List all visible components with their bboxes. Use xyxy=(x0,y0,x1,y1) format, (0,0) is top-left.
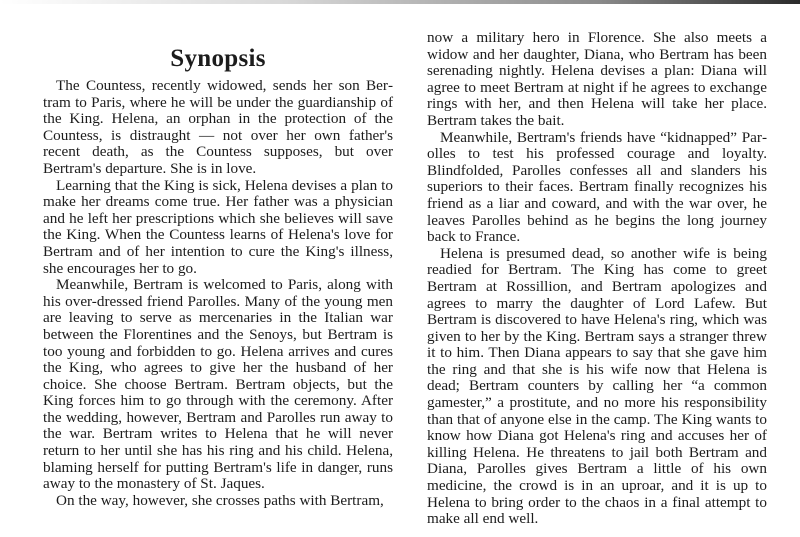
paragraph: Learning that the King is sick, Helena devises a plan to make her dreams come true. Her father was a physician and he left her prescriptions which she believes will save the King. When the Countess learns of Helena's love for Bertram and of her intention to cure the King's illness, she encourages her to go. xyxy=(43,176,393,277)
page-title: Synopsis xyxy=(170,45,266,72)
right-page xyxy=(427,30,767,528)
paragraph: On the way, however, she crosses paths with Bertram, xyxy=(56,491,384,509)
paragraph-continuation: now a military hero in Florence. She also meets a widow and her daughter, Diana, who Bertram has been serenading nightly. Helena devises a plan: Diana will agree to meet Bertram at night if he agrees to exchange rings with her, and then Helena will take her place. Bertram takes the bait. xyxy=(427,29,767,129)
paragraph: Meanwhile, Bertram is welcomed to Paris, along with his over-dressed friend Parolles. Many of the young men are leaving to serve as mercenaries in the Italian war between the Florentines and the Senoys, but Bertram is too young and forbidden to go. Helena arrives and cures the King, who agrees to give her the husband of her choice. She choose Bertram. Bertram objects, but the King forces him to go through with the ceremony. After the wedding, however, Bertram and Parolles run away to the war. Bertram writes to Helena that he will never return to her until she has his ring and his child. Helena, blaming herself for putting Bertram's life in danger, runs away to the monastery of St. Jaques. xyxy=(43,276,393,493)
paragraph: The Countess, recently widowed, sends her son Bertram to Paris, where he will be under the guardianship of the King. Helena, an orphan in the protection of the Countess, is distraught — not over her own father's recent death, as the Countess supposes, but over Bertram's departure. She is in love. xyxy=(43,77,393,177)
paragraph: Helena is presumed dead, so another wife is being readied for Bertram. The King has come to greet Bertram at Rossillion, and Bertram apologizes and agrees to marry the daughter of Lord Lafew. But Bertram is discovered to have Helena's ring, which was given to her by the King. Bertram says a stranger threw it to him. Then Diana appears to say that she gave him the ring and that she is his wife now that Helena is dead; Bertram counters by calling her “a common gamester,” a prostitute, and no more his responsibility than that of anyone else in the camp. The King wants to know how Diana got Helena's ring and accuses her of killing Helena. He threatens to jail both Bertram and Diana, Parolles gives Bertram a little of his own medicine, the crowd is in an uproar, and it is up to Helena to bring order to the chaos in a final attempt to make all end well. xyxy=(427,244,767,528)
paragraph: Meanwhile, Bertram's friends have “kidnapped” Parolles to test his professed courage and loyalty. Blindfolded, Parolles confesses all and slanders his superiors to their faces. Bertram finally recognizes his friend as a liar and coward, and with the war over, he leaves Parolles behind as he begins the long journey back to France. xyxy=(427,128,767,246)
left-page xyxy=(43,45,393,509)
